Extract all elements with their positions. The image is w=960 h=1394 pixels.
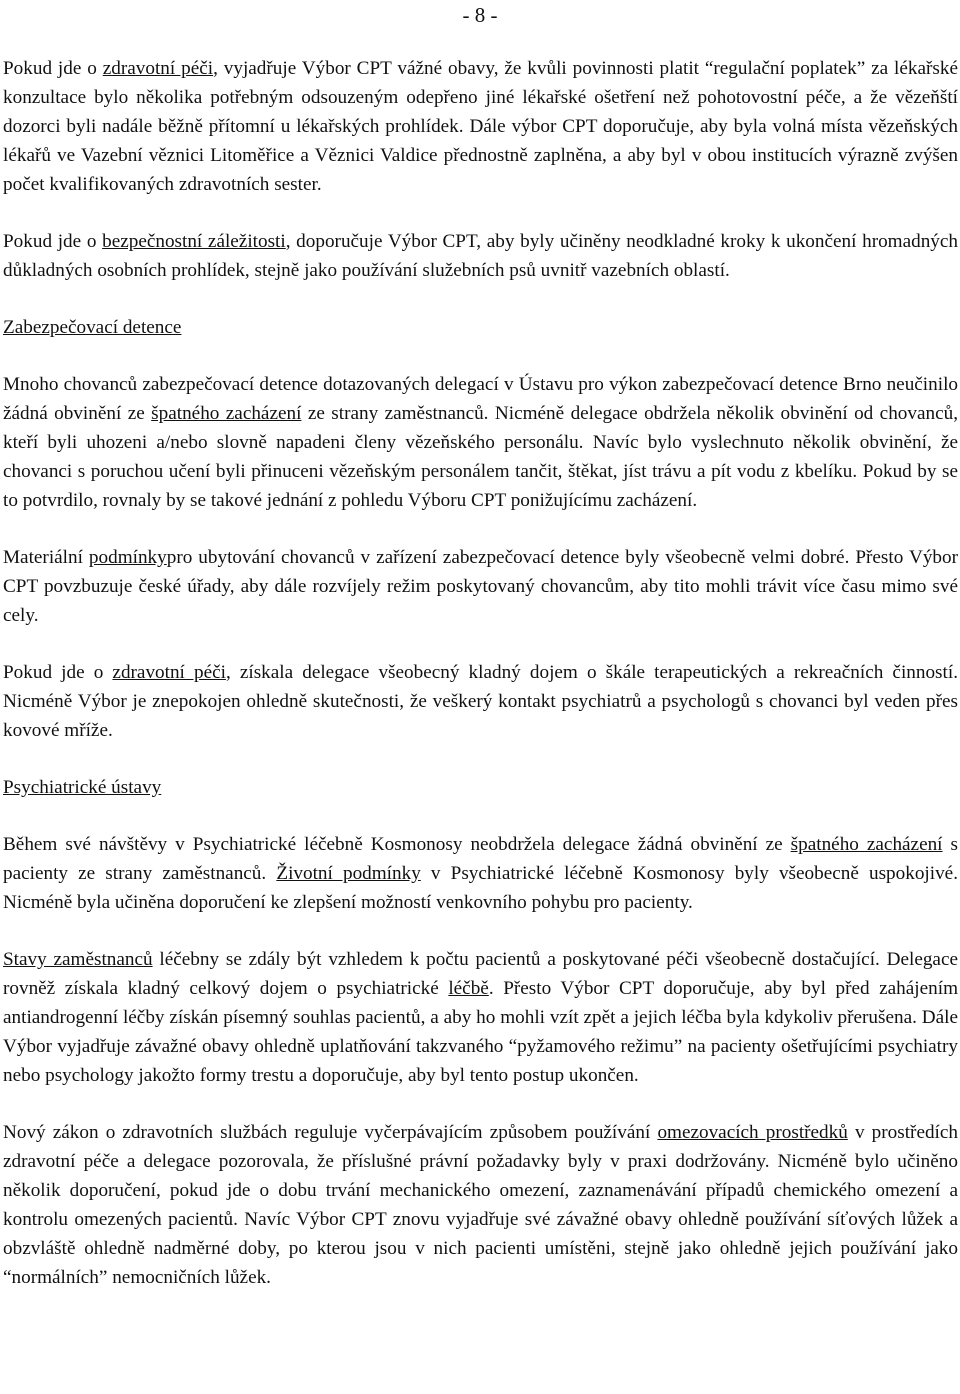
underlined-term: špatného zacházení xyxy=(790,834,943,855)
underlined-term: podmínky xyxy=(88,547,167,568)
text-run: Materiální xyxy=(3,547,89,568)
text-run: ze strany zaměstnanců. Nicméně delegace obdržela několik obvinění od chovanců, kteří byli uhozeni a/nebo slovně napadeni členy vězeňského personálu. Navíc bylo vyslechnuto několik obvinění, že chovanci s poruchou učení byli přinuceni vězeňským personálem tančit, štěkat, jíst trávu a pít vodu z kbelíku. Pokud by se to potvrdilo, rovnaly by se takové jednání z pohledu Výboru CPT ponižujícímu zacházení. xyxy=(3,403,958,511)
page-number: - 8 - xyxy=(462,3,498,27)
section-heading xyxy=(3,313,958,342)
paragraph xyxy=(3,54,958,199)
paragraph xyxy=(3,1118,958,1292)
underlined-term: Psychiatrické ústavy xyxy=(3,777,162,798)
text-run: s pacienty ze strany zaměstnanců. xyxy=(3,834,958,884)
text-run: Během své návštěvy v Psychiatrické léčebně Kosmonosy neobdržela delegace žádná obvinění ze xyxy=(3,834,791,855)
underlined-term: bezpečnostní záležitosti xyxy=(102,231,286,252)
paragraph xyxy=(3,945,958,1090)
text-run: , doporučuje Výbor CPT, aby byly učiněny neodkladné kroky k ukončení hromadných důkladných osobních prohlídek, stejně jako používání služebních psů uvnitř vazebních oblastí. xyxy=(3,231,959,281)
underlined-term: zdravotní péči xyxy=(112,662,226,683)
underlined-term: léčbě xyxy=(448,978,489,999)
text-run: , vyjadřuje Výbor CPT vážné obavy, že kvůli povinnosti platit “regulační poplatek” za lékařské konzultace bylo několika potřebným odsouzeným odepřeno jiné lékařské ošetření než pohotovostní péče, a že vězeňští dozorci byli nadále běžně přítomní u lékařských prohlídek. Dále výbor CPT doporučuje, aby byla volná místa vězeňských lékařů ve Vazební věznici Litoměřice a Věznici Valdice přednostně zaplněna, a aby byl v obou institucích výrazně zvýšen počet kvalifikovaných zdravotních sester. xyxy=(3,58,958,195)
paragraph xyxy=(3,830,958,917)
text-run: Nový zákon o zdravotních službách reguluje vyčerpávajícím způsobem používání xyxy=(3,1122,658,1143)
text-run: Mnoho chovanců zabezpečovací detence dotazovaných delegací v Ústavu pro výkon zabezpečovací detence Brno neučinilo žádná obvinění ze xyxy=(3,374,958,424)
text-run: v prostředích zdravotní péče a delegace pozorovala, že příslušné právní požadavky byly v praxi dodržovány. Nicméně bylo učiněno několik doporučení, pokud jde o dobu trvání mechanického omezení, zaznamenávání případů chemického omezení a kontrolu omezených pacientů. Navíc Výbor CPT znovu vyjadřuje své závažné obavy ohledně používání síťových lůžek a obzvláště ohledně nadměrné doby, po kterou jsou v nich pacienti umístěni, stejně jako ohledně jejich používání jako “normálních” nemocničních lůžek. xyxy=(3,1122,958,1288)
text-run: léčebny se zdály být vzhledem k počtu pacientů a poskytované péči všeobecně dostačující. Delegace rovněž získala kladný celkový dojem o psychiatrické xyxy=(3,949,958,999)
text-run: Pokud jde o xyxy=(3,662,113,683)
underlined-term: omezovacích prostředků xyxy=(657,1122,848,1143)
text-run: pro ubytování chovanců v zařízení zabezpečovací detence byly všeobecně velmi dobré. Přesto Výbor CPT povzbuzuje české úřady, aby dále rozvíjely režim poskytovaný chovancům, aby tito mohli trávit více času mimo své cely. xyxy=(3,547,958,626)
text-run: v Psychiatrické léčebně Kosmonosy byly všeobecně uspokojivé. Nicméně byla učiněna doporučení ke zlepšení možností venkovního pohybu pro pacienty. xyxy=(3,863,958,913)
paragraph xyxy=(3,543,958,630)
underlined-term: Životní podmínky xyxy=(276,863,421,884)
underlined-term: Zabezpečovací detence xyxy=(3,317,182,338)
paragraph xyxy=(3,227,958,285)
text-run: Pokud jde o xyxy=(3,231,103,252)
text-run: . Přesto Výbor CPT doporučuje, aby byl před zahájením antiandrogenní léčby získán písemný souhlas pacientů, a aby ho mohli vzít zpět a jejich léčba byla kdykoliv přerušena. Dále Výbor vyjadřuje závažné obavy ohledně uplatňování takzvaného “pyžamového režimu” na pacienty ošetřujícími psychiatry nebo psychology jakožto formy trestu a doporučuje, aby byl tento postup ukončen. xyxy=(3,978,958,1086)
text-run: Pokud jde o xyxy=(3,58,103,79)
section-heading xyxy=(3,773,958,802)
paragraph xyxy=(3,658,958,745)
paragraph xyxy=(3,370,958,515)
text-run: , získala delegace všeobecný kladný dojem o škále terapeutických a rekreačních činností. Nicméně Výbor je znepokojen ohledně skutečnosti, že veškerý kontakt psychiatrů a psychologů s chovanci byl veden přes kovové mříže. xyxy=(3,662,958,741)
underlined-term: zdravotní péči xyxy=(102,58,214,79)
underlined-term: Stavy zaměstnanců xyxy=(3,949,153,970)
underlined-term: špatného zacházení xyxy=(151,403,302,424)
document-body xyxy=(3,54,958,1320)
